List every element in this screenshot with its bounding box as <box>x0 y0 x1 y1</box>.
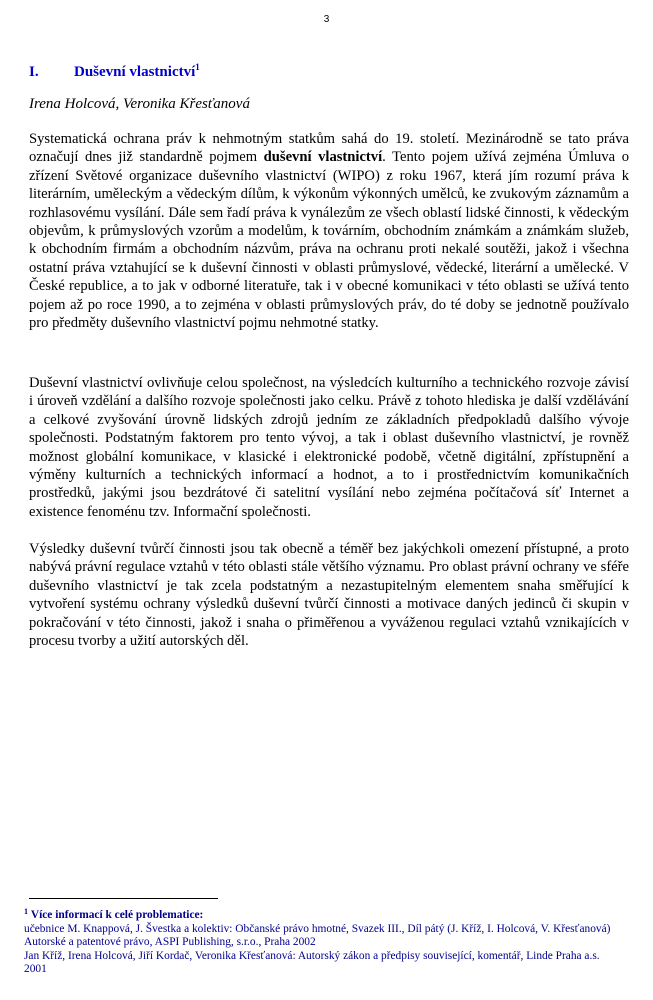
footnote-reference[interactable]: 1 <box>195 62 200 72</box>
paragraph-1-text-start: Systematická ochrana práv k nehmotným statkům sahá do 19. století. Mezinárodně se tato práva označují dnes již standardně pojmem <box>29 131 629 166</box>
footnote-mark: 1 <box>24 907 28 916</box>
footnote <box>24 905 624 977</box>
footnote-citation-1: učebnice M. Knappová, J. Švestka a kolektiv: Občanské právo hmotné, Svazek III., Díl pátý (J. Kříž, I. Holcová, V. Křesťanová) Autorské a patentové právo, ASPI Publishing, s.r.o., Praha 2002 <box>24 922 611 948</box>
chapter-number: I. <box>29 64 39 80</box>
page-number: 3 <box>323 14 330 25</box>
paragraph-1-bold-term: duševní vlastnictví <box>263 149 383 166</box>
chapter-heading <box>29 62 200 81</box>
footnote-heading <box>24 905 624 923</box>
footnote-separator <box>29 898 218 899</box>
paragraph-1-text-end: . Tento pojem užívá zejména Úmluva o zřízení Světové organizace duševního vlastnictví (WIPO) z roku 1967, která jím rozumí práva k literárním, uměleckým a vědeckým dílům, k výkonům výkonných umělců, ke zvukovým záznamům a rozhlasovému vysílání. Dále sem řadí práva k vynálezům ze všech oblastí lidské činnosti, k vědeckým objevům, k průmyslových vzorům a modelům, k továrním, obchodním známkám a známkám služeb, k obchodním firmám a obchodním názvům, práva na ochranu proti nekalé soutěži, jakož i všechna ostatní práva vztahující se k duševní činnosti v oblasti průmyslové, vědecké, literární a umělecké. V České republice, a to jak v odborné literatuře, tak i v obecné komunikaci v této oblasti se užívá tento pojem až po roce 1990, a to zejména v oblasti průmyslových práv, do té doby se jednotně používalo pro předměty duševního vlastnictví pojmu nehmotné statky. <box>29 149 629 332</box>
paragraph-1 <box>29 130 629 332</box>
paragraph-2: Duševní vlastnictví ovlivňuje celou společnost, na výsledcích kulturního a technického rozvoje závisí i úroveň vzdělání a dalšího rozvoje společnosti jako celku. Právě z tohoto hlediska je další vzdělávání a celkové zvyšování úrovně lidských zdrojů jedním ze základních předpokladů dalšího vývoje společnosti. Podstatným faktorem pro tento vývoj, a tak i oblast duševního vlastnictví, je rovněž možnost globální komunikace, v klasické i elektronické podobě, včetně digitální, zpřístupnění a výměny kulturních a technických informací a hodnot, a to i prostřednictvím komunikačních prostředků, jakými jsou bezdrátové či satelitní vysílání nebo zejména počítačová síť Internet a existence fenoménu tzv. Informační společnosti. <box>29 375 629 520</box>
chapter-title: Duševní vlastnictví <box>74 64 196 80</box>
authors-line: Irena Holcová, Veronika Křesťanová <box>29 96 250 112</box>
footnote-citation-2: Jan Kříž, Irena Holcová, Jiří Kordač, Veronika Křesťanová: Autorský zákon a předpisy související, komentář, Linde Praha a.s. 2001 <box>24 949 600 975</box>
footnote-title: Více informací k celé problematice: <box>30 909 204 921</box>
paragraph-3: Výsledky duševní tvůrčí činnosti jsou tak obecně a téměř bez jakýchkoli omezení přístupné, a proto nabývá právní regulace vztahů v této oblasti stále většího významu. Pro oblast právní ochrany ve sféře duševního vlastnictví je tak zcela podstatným a nezastupitelným elementem snaha směřující k vytvoření systému ochrany výsledků duševní tvůrčí činnosti a motivace daných jedinců či skupin v pokračování v této činnosti, jakož i snaha o přiměřenou a vyváženou regulaci vztahů vznikajících v procesu tvorby a užití autorských děl. <box>29 541 629 650</box>
